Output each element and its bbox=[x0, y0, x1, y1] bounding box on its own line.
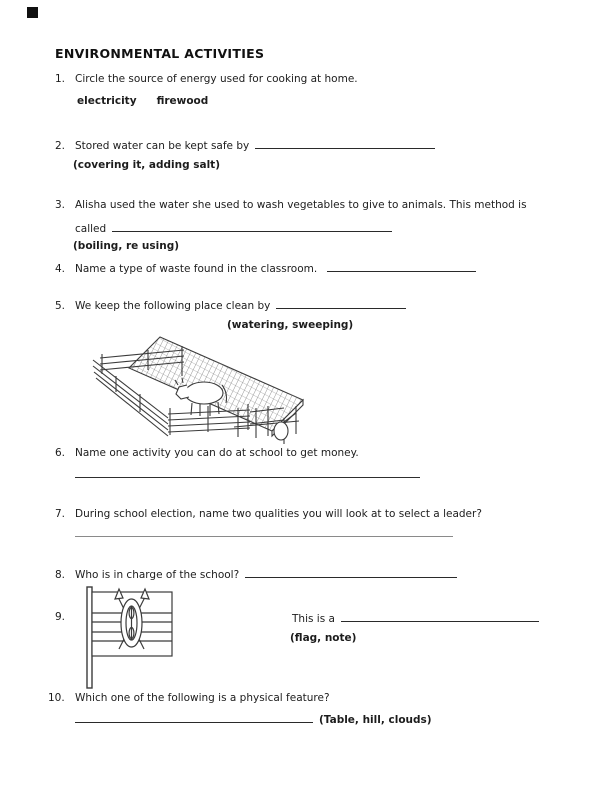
question-7-number: 7. bbox=[55, 508, 66, 520]
question-10-text: Which one of the following is a physical feature? bbox=[75, 692, 330, 704]
page-title: ENVIRONMENTAL ACTIVITIES bbox=[55, 46, 265, 61]
answer-blank-10 bbox=[75, 711, 313, 723]
question-3-hint: (boiling, re using) bbox=[73, 240, 180, 252]
question-5 bbox=[48, 297, 406, 313]
answer-blank-4 bbox=[327, 260, 476, 272]
answer-blank-5 bbox=[276, 297, 406, 309]
question-10-hint: (Table, hill, clouds) bbox=[319, 714, 432, 726]
question-2-number: 2. bbox=[55, 140, 66, 152]
cattle-pen-drawing bbox=[88, 334, 310, 446]
question-6 bbox=[48, 446, 359, 460]
question-2-hint: (covering it, adding salt) bbox=[73, 159, 221, 171]
answer-blank-8 bbox=[245, 566, 457, 578]
question-10-answer-row bbox=[75, 711, 432, 727]
cattle-pen-illustration bbox=[88, 334, 310, 446]
question-9-number: 9. bbox=[55, 611, 66, 623]
question-3-text: Alisha used the water she used to wash vegetables to give to animals. This method is bbox=[75, 199, 527, 211]
question-4 bbox=[48, 260, 476, 276]
question-8 bbox=[48, 566, 457, 582]
cursor-block-marker bbox=[27, 7, 38, 18]
question-4-number: 4. bbox=[55, 263, 66, 275]
question-8-number: 8. bbox=[55, 569, 66, 581]
question-3-continued bbox=[75, 220, 392, 236]
question-2 bbox=[48, 137, 435, 153]
kenya-flag-drawing bbox=[84, 586, 180, 690]
answer-line-7 bbox=[75, 536, 453, 537]
question-2-text: Stored water can be kept safe by bbox=[75, 140, 250, 152]
question-9-text: This is a bbox=[292, 613, 335, 625]
question-1-text: Circle the source of energy used for cooking at home. bbox=[75, 73, 358, 85]
question-1 bbox=[48, 72, 358, 86]
question-1-number: 1. bbox=[55, 73, 66, 85]
option-firewood: firewood bbox=[156, 95, 209, 107]
question-3-number: 3. bbox=[55, 199, 66, 211]
question-10 bbox=[48, 691, 330, 705]
question-5-number: 5. bbox=[55, 300, 66, 312]
flag-illustration bbox=[84, 586, 180, 690]
answer-blank-9 bbox=[341, 610, 539, 622]
answer-blank-2 bbox=[255, 137, 435, 149]
question-9-hint: (flag, note) bbox=[290, 632, 357, 644]
option-electricity: electricity bbox=[77, 95, 137, 107]
question-6-text: Name one activity you can do at school to get money. bbox=[75, 447, 359, 459]
question-4-text: Name a type of waste found in the classroom. bbox=[75, 263, 318, 275]
question-9 bbox=[292, 610, 539, 626]
question-10-number: 10. bbox=[48, 692, 65, 704]
question-1-options bbox=[77, 94, 208, 108]
answer-line-6 bbox=[75, 477, 420, 478]
question-3 bbox=[48, 198, 527, 212]
answer-blank-3 bbox=[112, 220, 392, 232]
question-6-number: 6. bbox=[55, 447, 66, 459]
question-5-hint: (watering, sweeping) bbox=[227, 319, 354, 331]
question-3-text-2: called bbox=[75, 223, 107, 235]
question-5-text: We keep the following place clean by bbox=[75, 300, 271, 312]
question-8-text: Who is in charge of the school? bbox=[75, 569, 240, 581]
question-7 bbox=[48, 507, 482, 521]
question-7-text: During school election, name two qualities you will look at to select a leader? bbox=[75, 508, 482, 520]
